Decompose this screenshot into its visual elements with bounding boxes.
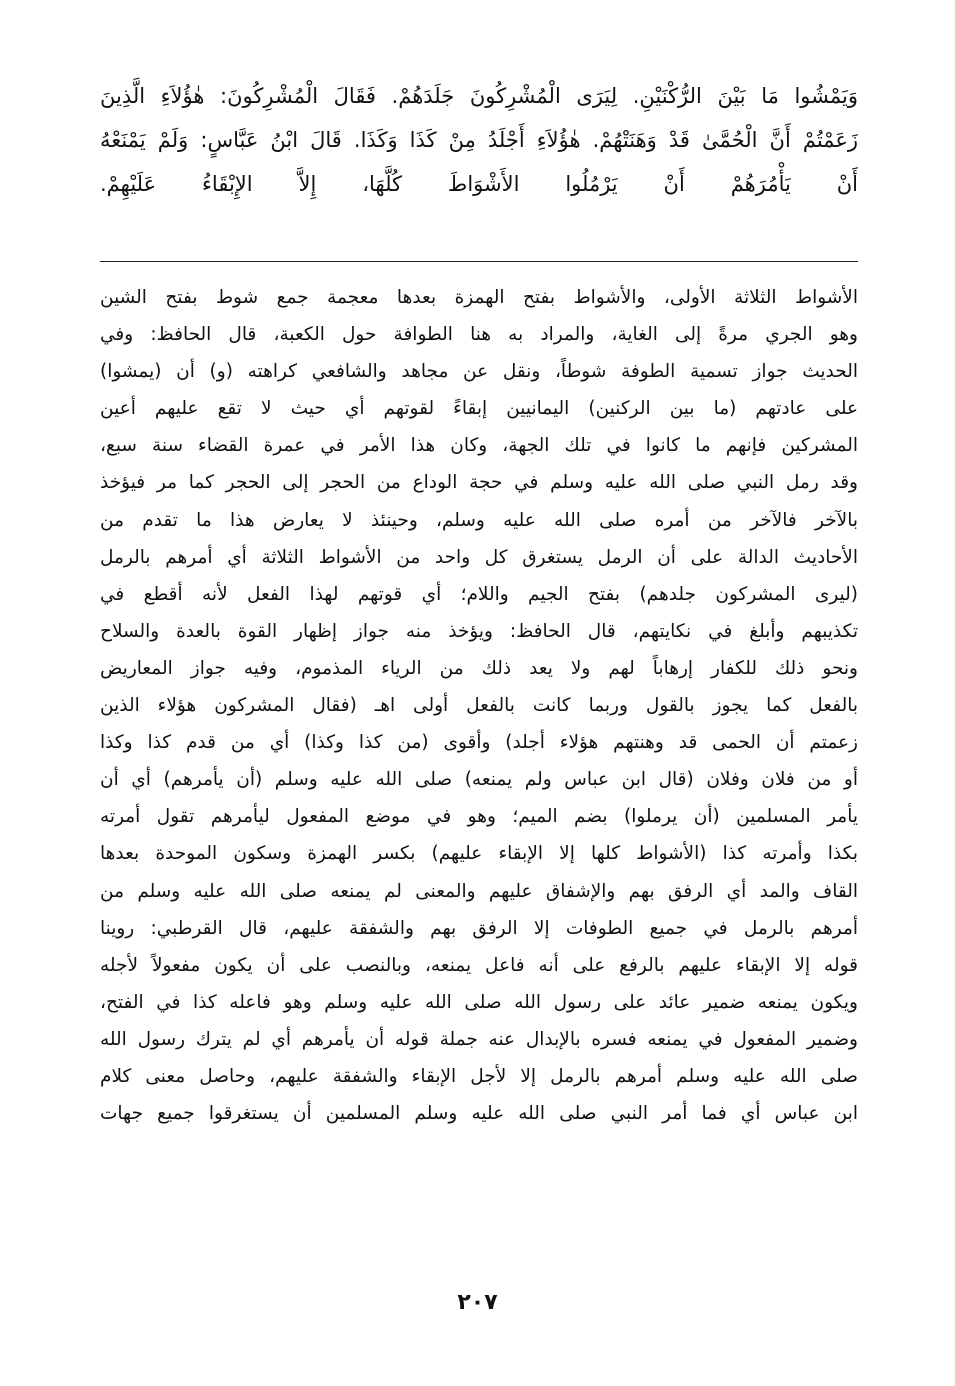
commentary-line: بكذا وأمرته كذا (الأشواط كلها إلا الإبقاء عليهم) بكسر الهمزة وسكون الموحدة بعدها [100, 843, 858, 865]
commentary-line: ابن عباس أي فما أمر النبي صلى الله عليه وسلم المسلمين أن يستغرقوا جميع جهات [100, 1103, 858, 1125]
commentary-line: الأشواط الثلاثة الأولى، والأشواط بفتح الهمزة بعدها معجمة جمع شوط بفتح الشين [100, 287, 858, 308]
commentary-line: وقد رمل النبي صلى الله عليه وسلم في حجة الوداع من الحجر إلى الحجر كما مر فيؤخذ [100, 472, 858, 494]
commentary-line: قوله إلا الإبقاء عليهم بالرفع على أنه فاعل يمنعه، وبالنصب على أن يكون مفعولاً لأجله [100, 954, 858, 976]
commentary-line: بالفعل كما يجوز بالقول وربما كانت بالفعل أولى اهـ (فقال المشركون هؤلاء الذين [100, 695, 858, 717]
hadith-line: زَعَمْتُمْ أَنَّ الْحُمَّىٰ قَدْ وَهَنَتْهُمْ. هٰؤُلاَءِ أَجْلَدُ مِنْ كَذَا وَكَذَا. قَالَ ابْنُ عَبَّاسٍ: وَلَمْ يَمْنَعْهُ [100, 128, 858, 152]
commentary-text [100, 279, 858, 1132]
commentary-line: على عادتهم (ما بين الركنين) اليمانيين إبقاءً لقوتهم أي حيث لا تقع عليهم أعين [100, 398, 858, 420]
commentary-line: القاف والمد أي الرفق بهم والإشفاق عليهم والمعنى لم يمنعه صلى الله عليه وسلم من [100, 880, 858, 902]
commentary-line: تكذيبهم وأبلغ في نكايتهم، قال الحافظ: ويؤخذ منه جواز إظهار القوة بالعدة والسلاح [100, 620, 858, 642]
commentary-line: صلى الله عليه وسلم أمرهم بالرمل إلا لأجل الإبقاء والشفقة عليهم، وحاصل معنى كلام [100, 1065, 858, 1087]
commentary-line: ويكون يمنعه ضمير عائد على رسول الله صلى الله عليه وسلم وهو فاعله كذا في الفتح، [100, 991, 858, 1013]
commentary-line: وضمير المفعول في يمنعه فسره بالإبدال عنه جملة قوله أن يأمرهم أي لم يترك رسول الله [100, 1028, 858, 1050]
commentary-line: الأحاديث الدالة على أن الرمل يستغرق كل واحد من الأشواط الثلاثة أي أمرهم بالرمل [100, 546, 858, 568]
hadith-line: أَنْ يَأْمُرَهُمْ أَنْ يَرْمُلُوا الأَشْوَاطَ كُلَّهَا، إِلاَّ الإِبْقَاءُ عَلَيْهِمْ. [100, 172, 858, 196]
footnote-separator [100, 261, 858, 262]
commentary-line: المشركين فإنهم ما كانوا في تلك الجهة، وكان هذا الأمر في عمرة القضاء سنة سبع، [100, 435, 858, 457]
commentary-line: وهو الجري مرةً إلى الغاية، والمراد به هنا الطوافة حول الكعبة، قال الحافظ: وفي [100, 324, 858, 346]
commentary-line: (ليرى المشركون جلدهم) بفتح الجيم واللام؛ أي قوتهم لهذا الفعل لأنه أقطع في [100, 583, 858, 605]
commentary-line: بالآخر فالآخر من أمره صلى الله عليه وسلم، وحينئذ لا يعارض هذا ما تقدم من [100, 509, 858, 531]
commentary-line: أمرهم بالرمل في جميع الطوفات إلا الرفق بهم والشفقة عليهم، قال القرطبي: روينا [100, 917, 858, 939]
commentary-line: أو من فلان وفلان (قال ابن عباس ولم يمنعه) صلى الله عليه وسلم (أن يأمرهم) أي أن [100, 769, 858, 791]
commentary-line: زعمتم أن الحمى قد وهنتهم هؤلاء أجلد) وأقوى (من كذا وكذا) أي من قدم كذا وكذا [100, 732, 858, 754]
hadith-text [100, 74, 858, 206]
commentary-line: الحديث جواز تسمية الطوفة شوطاً، ونقل عن مجاهد والشافعي كراهته (و) أن (يمشوا) [100, 361, 858, 383]
page-number: ٢٠٧ [457, 1290, 498, 1315]
commentary-line: ونحو ذلك للكفار إرهاباً لهم ولا يعد ذلك من الرياء المذموم، وفيه جواز المعاريض [100, 657, 858, 679]
hadith-line: وَيَمْشُوا مَا بَيْنَ الرُّكْنَيْنِ. لِيَرَى الْمُشْرِكُونَ جَلَدَهُمْ. فَقَالَ الْمُشْرِكُونَ: هٰؤُلاَءِ الَّذِينَ [100, 84, 858, 108]
commentary-line: يأمر المسلمين (أن يرملوا) بضم الميم؛ وهو في موضع المفعول ليأمرهم تقول أمرته [100, 806, 858, 828]
